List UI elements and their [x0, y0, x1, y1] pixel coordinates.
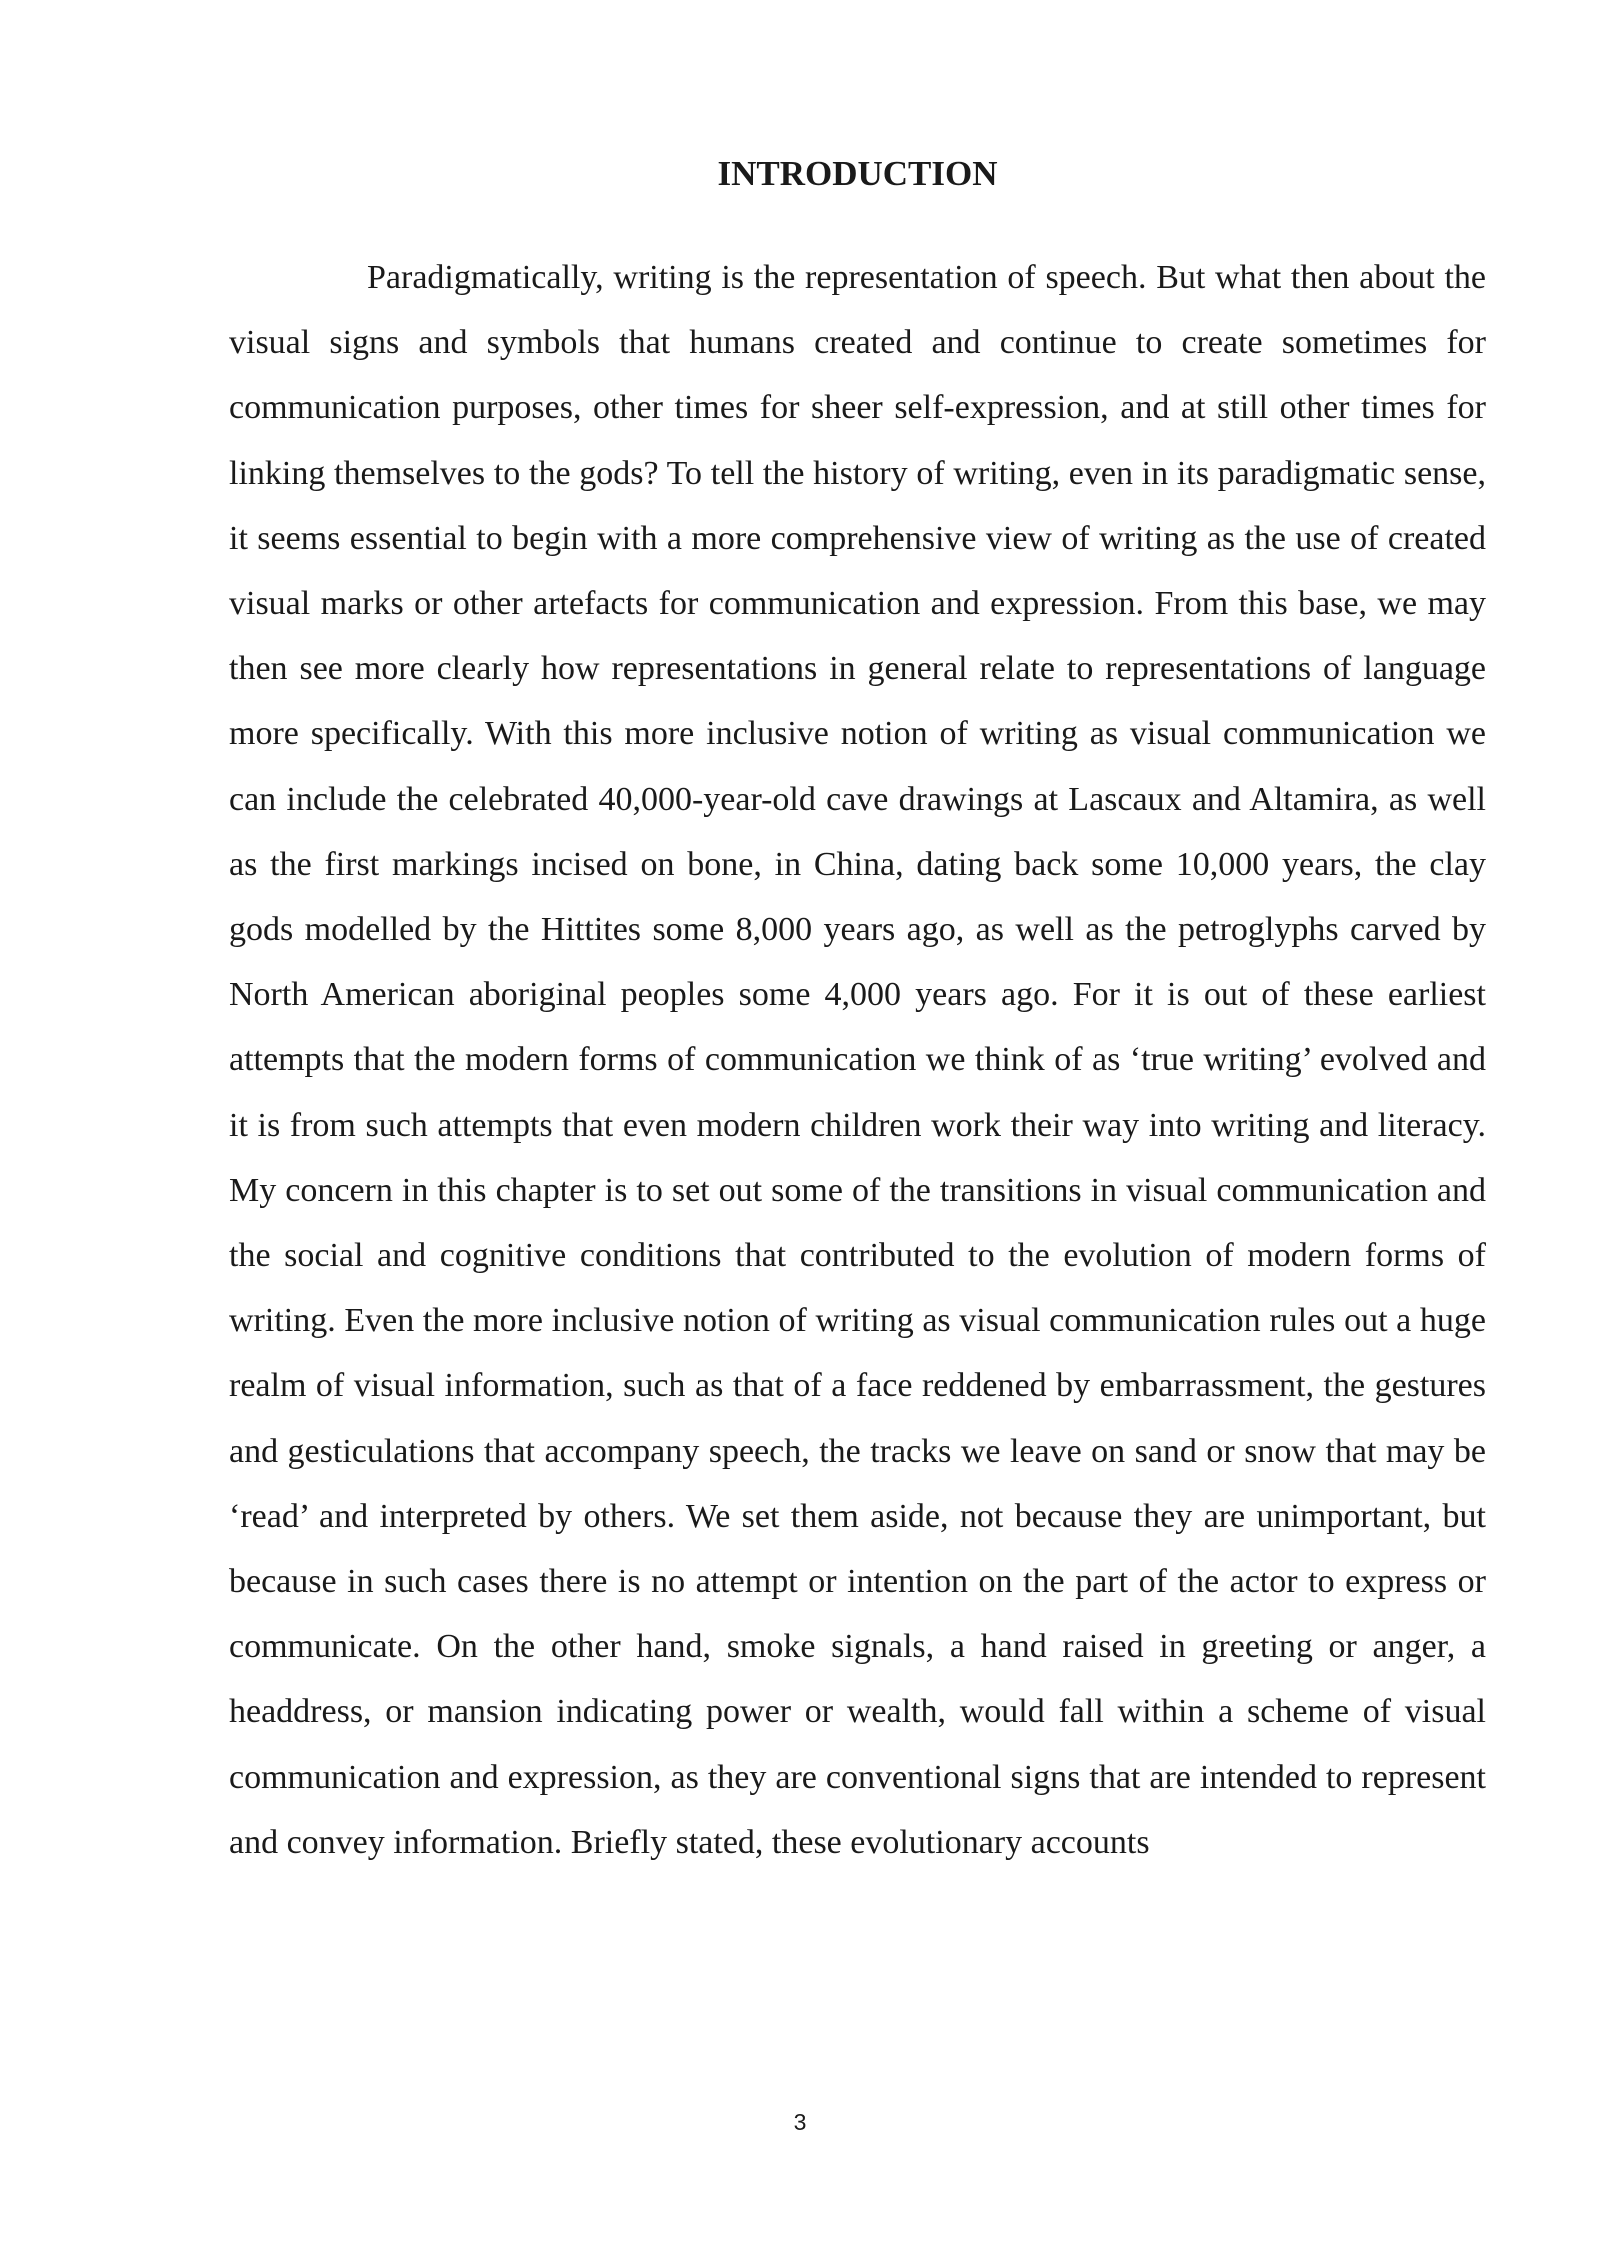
chapter-heading: INTRODUCTION [717, 154, 998, 193]
body-paragraph: Paradigmatically, writing is the representation of speech. But what then about the visual signs and symbols that humans created and continue to create sometimes for communication purposes, other times for sheer self-expression, and at still other times for linking themselves to the gods? To tell the history of writing, even in its paradigmatic sense, it seems essential to begin with a more comprehensive view of writing as the use of created visual marks or other artefacts for communication and expression. From this base, we may then see more clearly how representations in general relate to representations of language more specifically. With this more inclusive notion of writing as visual communication we can include the celebrated 40,000-year-old cave drawings at Lascaux and Altamira, as well as the first markings incised on bone, in China, dating back some 10,000 years, the clay gods modelled by the Hittites some 8,000 years ago, as well as the petroglyphs carved by North American aboriginal peoples some 4,000 years ago. For it is out of these earliest attempts that the modern forms of communication we think of as ‘true writing’ evolved and it is from such attempts that even modern children work their way into writing and literacy. My concern in this chapter is to set out some of the transitions in visual communication and the social and cognitive conditions that contributed to the evolution of modern forms of writing. Even the more inclusive notion of writing as visual communication rules out a huge realm of visual information, such as that of a face reddened by embarrassment, the gestures and gesticulations that accompany speech, the tracks we leave on sand or snow that may be ‘read’ and interpreted by others. We set them aside, not because they are unimportant, but because in such cases there is no attempt or intention on the part of the actor to express or communicate. On the other hand, smoke signals, a hand raised in greeting or anger, a headdress, or mansion indicating power or wealth, would fall within a scheme of visual communication and expression, as they are conventional signs that are intended to represent and convey information. Briefly stated, these evolutionary accounts [229, 259, 1486, 1861]
page-number: 3 [793, 2109, 807, 2135]
